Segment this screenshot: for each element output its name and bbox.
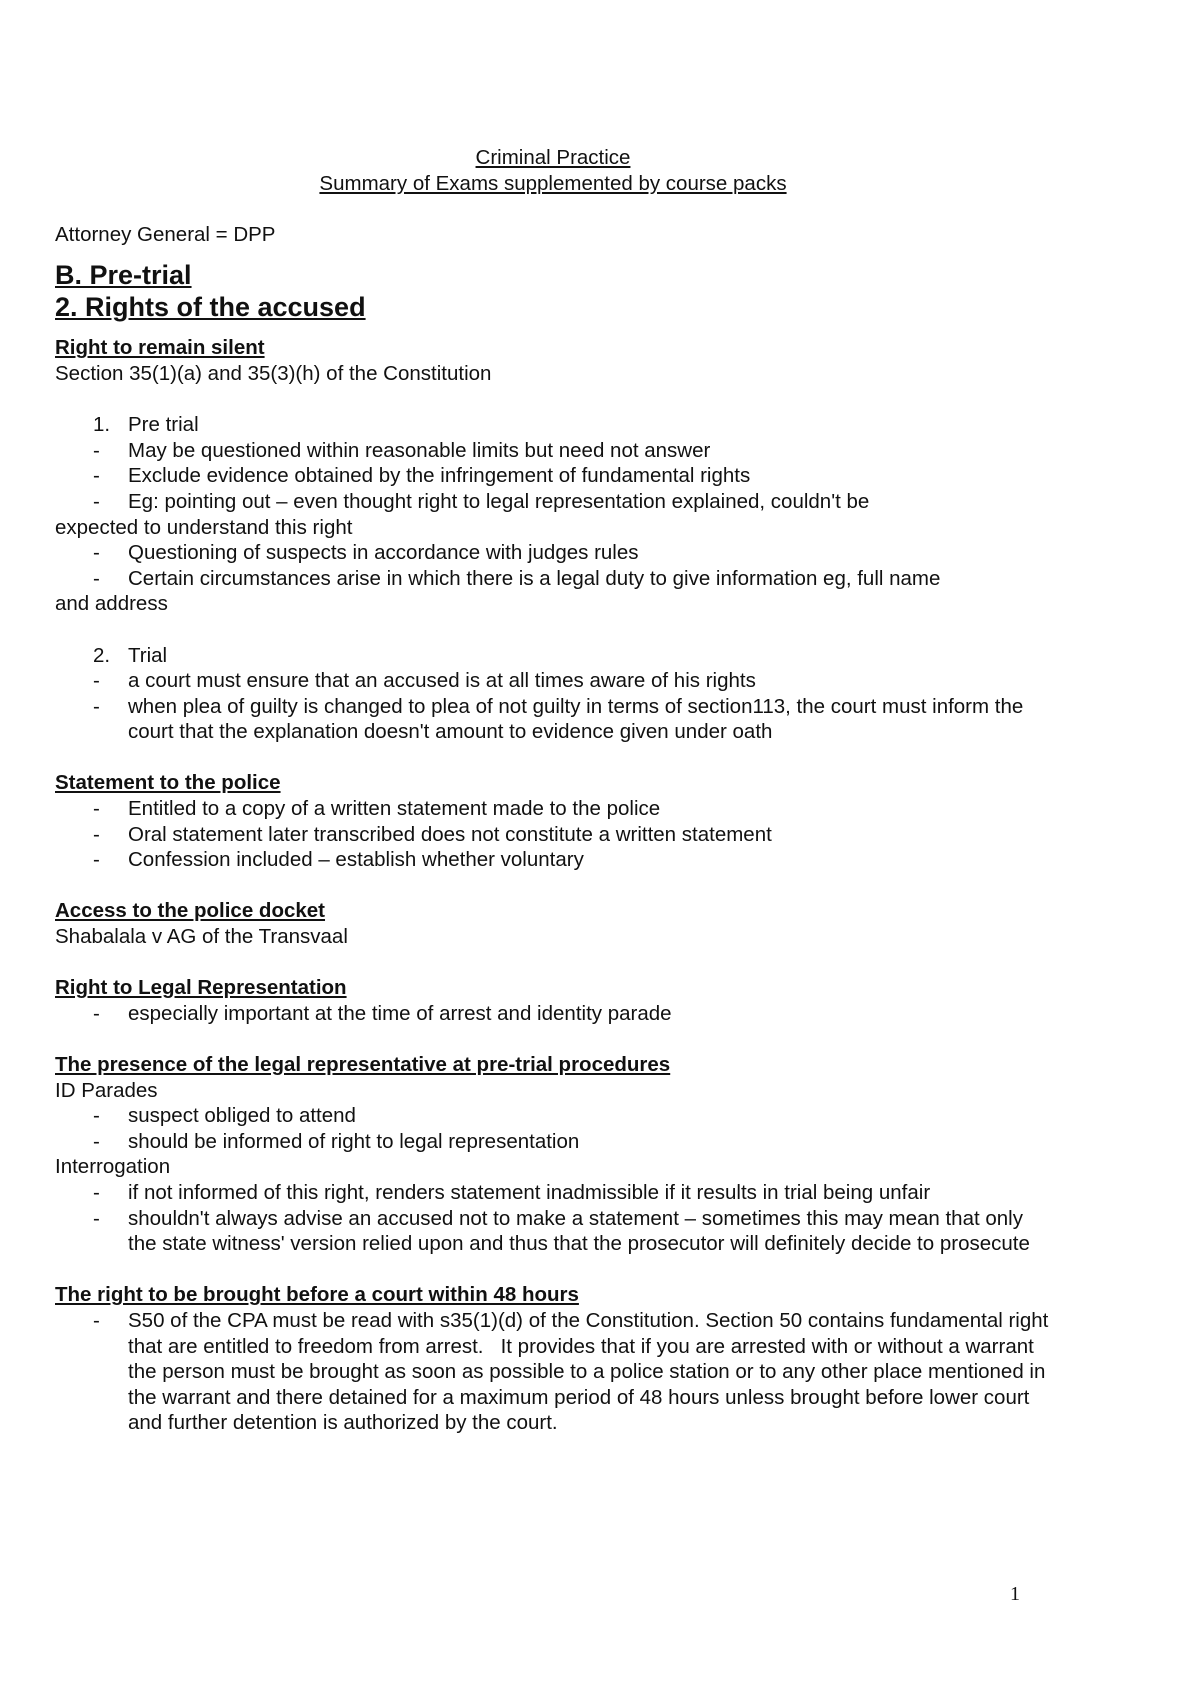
numbered-item bbox=[55, 412, 1055, 438]
docket-case: Shabalala v AG of the Transvaal bbox=[55, 925, 348, 949]
id-parades-label: ID Parades bbox=[55, 1078, 158, 1102]
item-number: 1. bbox=[93, 413, 111, 437]
bullet-item: - Confession included – establish whether voluntary bbox=[93, 848, 584, 872]
bullet-item: - Entitled to a copy of a written statement made to the police bbox=[93, 797, 661, 821]
bullet-item: - Oral statement later transcribed does not constitute a written statement bbox=[93, 822, 772, 846]
statement-heading: Statement to the police bbox=[55, 771, 281, 795]
silent-heading: Right to remain silent bbox=[55, 336, 265, 360]
bullet-item: - suspect obliged to attend bbox=[93, 1104, 356, 1128]
silent-reference: Section 35(1)(a) and 35(3)(h) of the Constitution bbox=[55, 361, 492, 385]
bullet-item: - Certain circumstances arise in which there is a legal duty to give information eg, full name bbox=[93, 566, 941, 590]
document-body bbox=[55, 145, 1055, 1436]
item-label: Trial bbox=[128, 643, 168, 667]
bullet-item: - May be questioned within reasonable limits but need not answer bbox=[93, 438, 711, 462]
docket-heading: Access to the police docket bbox=[55, 899, 326, 923]
bullet-item: - should be informed of right to legal representation bbox=[93, 1129, 580, 1153]
interrogation-label: Interrogation bbox=[55, 1155, 171, 1179]
page-number: 1 bbox=[1010, 1583, 1020, 1605]
bullet-item: - a court must ensure that an accused is at all times aware of his rights bbox=[93, 669, 756, 693]
bullet-item: - Eg: pointing out – even thought right to legal representation explained, couldn't be bbox=[93, 489, 870, 513]
bullet-item: - if not informed of this right, renders statement inadmissible if it results in trial being unfair bbox=[93, 1180, 931, 1204]
document-title: Criminal Practice bbox=[475, 146, 631, 169]
bullet-item: - when plea of guilty is changed to plea of not guilty in terms of section113, the court must inform the court that the explanation doesn't amount to evidence given under oath bbox=[93, 694, 1024, 744]
document-subtitle: Summary of Exams supplemented by course packs bbox=[319, 171, 787, 195]
bullet-item: - Questioning of suspects in accordance with judges rules bbox=[93, 541, 639, 565]
presence-heading: The presence of the legal representative at pre-trial procedures bbox=[55, 1053, 671, 1076]
bullet-continuation: and address bbox=[55, 592, 168, 616]
subsection-heading: 2. Rights of the accused bbox=[55, 292, 366, 323]
section-heading: B. Pre-trial bbox=[55, 260, 192, 291]
intro-line: Attorney General = DPP bbox=[55, 222, 276, 246]
bullet-item: - shouldn't always advise an accused not to make a statement – sometimes this may mean that only the state witness' version relied upon and thus that the prosecutor will definitely decide to prosecute bbox=[93, 1206, 1030, 1256]
legalrep-heading: Right to Legal Representation bbox=[55, 976, 347, 1000]
bullet-item: - S50 of the CPA must be read with s35(1)(d) of the Constitution. Section 50 contains fundamental right that are entitled to freedom from arrest. It provides that if you are arrested with or without a warrant the person must be brought as soon as possible to a police station or to any other place mentioned in the warrant and there detained for a maximum period of 48 hours unless brought before lower court and further detention is authorized by the court. bbox=[93, 1308, 1055, 1435]
court48-heading: The right to be brought before a court within 48 hours bbox=[55, 1283, 579, 1307]
numbered-item bbox=[55, 643, 1055, 669]
bullet-item: - Exclude evidence obtained by the infringement of fundamental rights bbox=[93, 464, 751, 488]
bullet-item: - especially important at the time of arrest and identity parade bbox=[93, 1001, 672, 1025]
bullet-continuation: expected to understand this right bbox=[55, 515, 353, 539]
item-label: Pre trial bbox=[128, 413, 199, 437]
item-number: 2. bbox=[93, 643, 111, 667]
